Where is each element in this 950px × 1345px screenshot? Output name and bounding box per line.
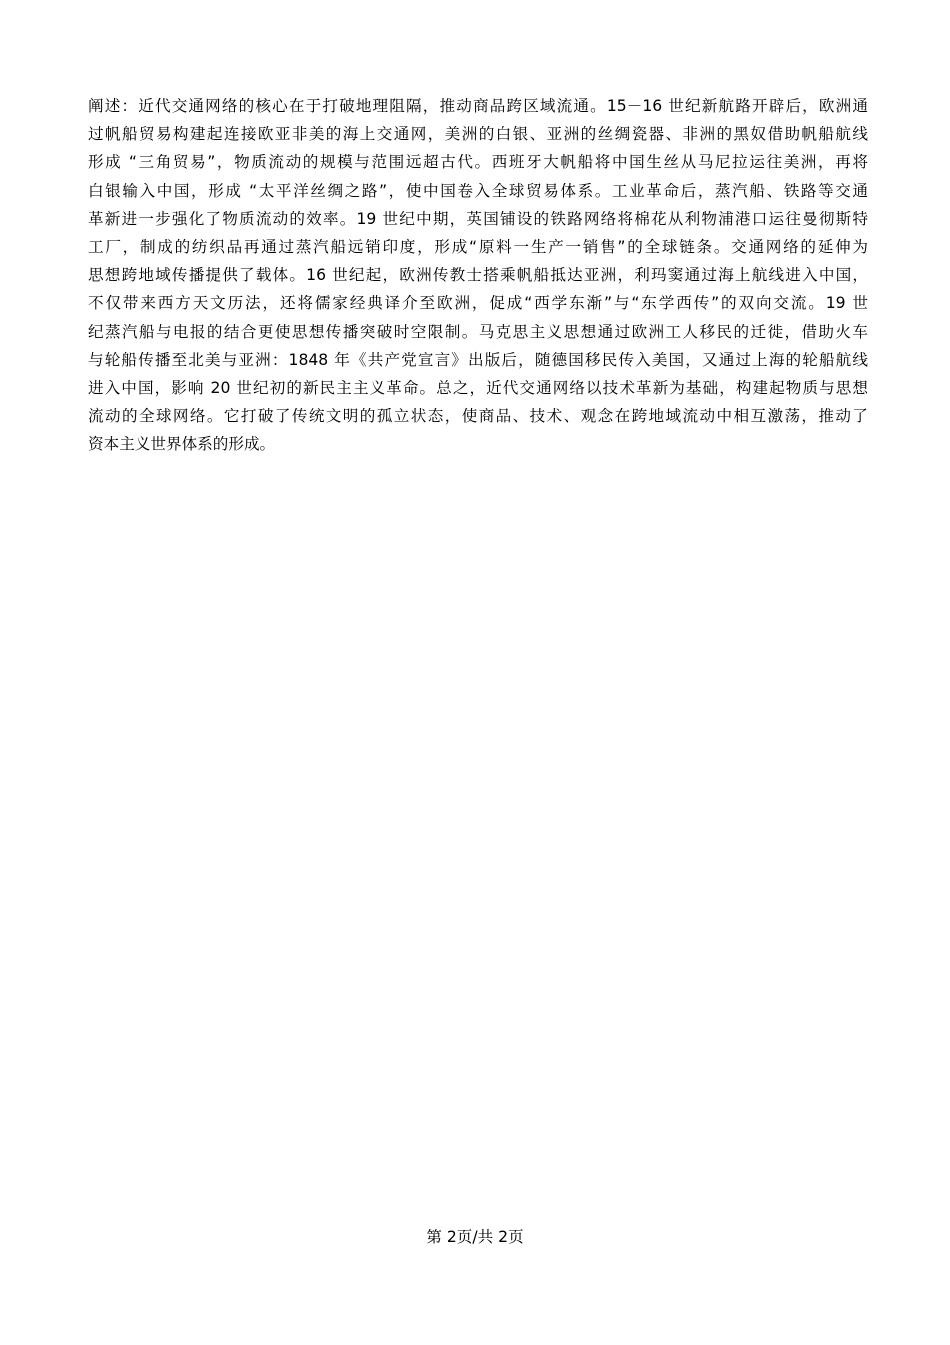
paragraph-line-last: 资本主义世界体系的形成。 xyxy=(88,435,276,454)
essay-paragraph xyxy=(88,92,868,458)
paragraph-line: 纪蒸汽船与电报的结合更使思想传播突破时空限制。马克思主义思想通过欧洲工人移民的迁徙，借助火车 xyxy=(88,322,868,341)
paragraph-line: 思想跨地域传播提供了载体。16 世纪起，欧洲传教士搭乘帆船抵达亚洲，利玛窦通过海上航线进入中国， xyxy=(88,266,868,285)
paragraph-line: 与轮船传播至北美与亚洲：1848 年《共产党宣言》出版后，随德国移民传入美国，又通过上海的轮船航线 xyxy=(88,350,868,369)
paragraph-line: 工厂，制成的纺织品再通过蒸汽船远销印度，形成“原料一生产一销售”的全球链条。交通网络的延伸为 xyxy=(88,237,868,256)
page-footer: 第 2页/共 2页 xyxy=(426,1228,524,1246)
paragraph-line: 白银输入中国，形成 “太平洋丝绸之路”，使中国卷入全球贸易体系。工业革命后，蒸汽船、铁路等交通 xyxy=(88,181,868,200)
paragraph-line: 阐述：近代交通网络的核心在于打破地理阻隔，推动商品跨区域流通。15－16 世纪新航路开辟后，欧洲通 xyxy=(88,97,868,115)
paragraph-line: 形成 “三角贸易”，物质流动的规模与范围远超古代。西班牙大帆船将中国生丝从马尼拉运往美洲，再将 xyxy=(88,153,868,172)
paragraph-line: 流动的全球网络。它打破了传统文明的孤立状态，使商品、技术、观念在跨地域流动中相互激荡，推动了 xyxy=(88,407,868,426)
paragraph-line: 革新进一步强化了物质流动的效率。19 世纪中期，英国铺设的铁路网络将棉花从利物浦港口运往曼彻斯特 xyxy=(88,209,868,228)
paragraph-line: 进入中国，影响 20 世纪初的新民主主义革命。总之，近代交通网络以技术革新为基础，构建起物质与思想 xyxy=(88,378,868,397)
paragraph-line: 过帆船贸易构建起连接欧亚非美的海上交通网，美洲的白银、亚洲的丝绸瓷器、非洲的黑奴借助帆船航线 xyxy=(88,125,868,144)
paragraph-line: 不仅带来西方天文历法，还将儒家经典译介至欧洲，促成“西学东渐”与“东学西传”的双向交流。19 世 xyxy=(88,294,868,313)
